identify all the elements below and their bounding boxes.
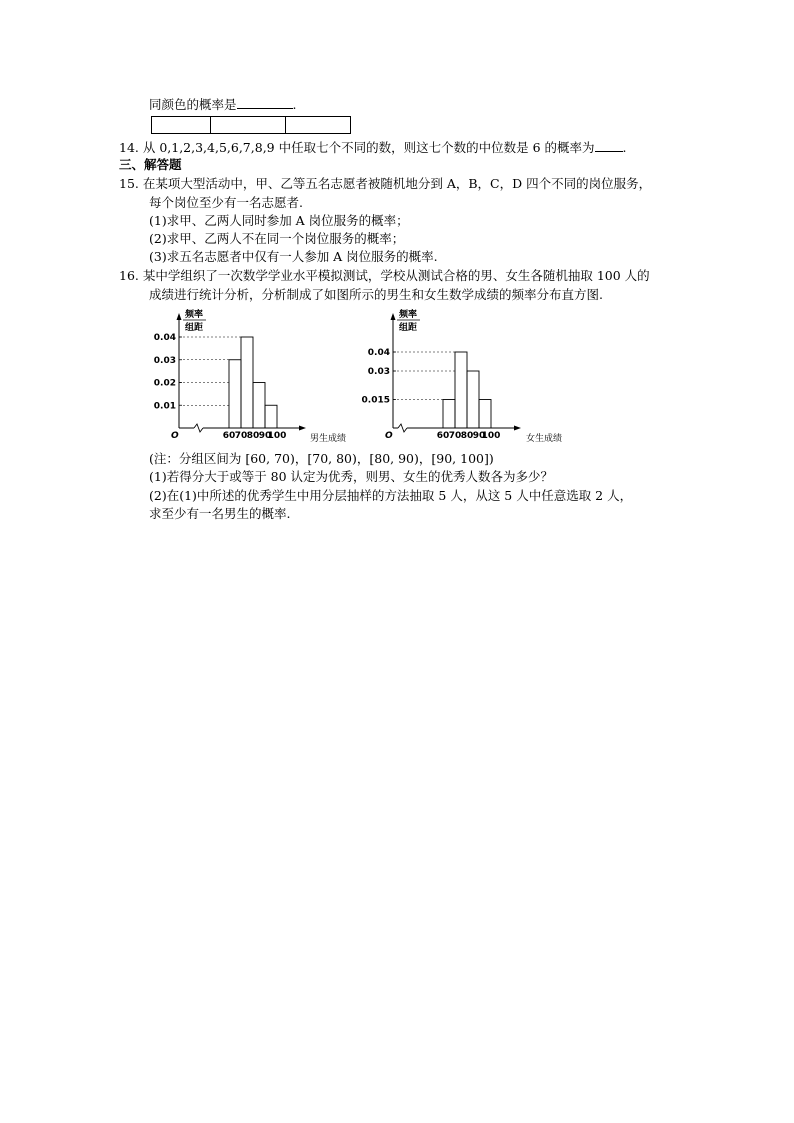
- q13-text: 同颜色的概率是: [149, 97, 237, 112]
- x-axis-break: [398, 424, 407, 432]
- q13-answer-blank[interactable]: [237, 96, 293, 109]
- y-label-top: 频率: [399, 310, 418, 320]
- q13-end: .: [292, 97, 297, 112]
- y-tick-label-0.04: 0.04: [367, 348, 390, 358]
- answer-table-row: [152, 117, 351, 134]
- bar-7080: [455, 352, 467, 428]
- q16-line1: 16. 某中学组织了一次数学学业水平模拟测试，学校从测试合格的男、女生各随机抽取 100 人的: [119, 268, 650, 283]
- y-axis-arrow: [391, 313, 396, 320]
- bar-6070: [443, 400, 455, 429]
- q16-line2: 成绩进行统计分析，分析制成了如图所示的男生和女生数学成绩的频率分布直方图.: [149, 287, 603, 302]
- q14-end: .: [622, 140, 627, 155]
- answer-cell-1[interactable]: [152, 117, 211, 134]
- x-tick-label-100: 100: [267, 431, 287, 441]
- q14-text: 14. 从 0,1,2,3,4,5,6,7,8,9 中任取七个不同的数，则这七个数的中位数是 6 的概率为: [119, 140, 595, 155]
- y-tick-label-0.04: 0.04: [153, 333, 176, 343]
- x-tick-label-90: 90: [472, 431, 486, 441]
- bar-8090: [253, 383, 265, 429]
- y-tick-label-0.01: 0.01: [153, 401, 176, 412]
- q14: [119, 139, 626, 156]
- origin-label: O: [385, 431, 393, 441]
- y-label-bottom: 组距: [185, 323, 204, 333]
- x-axis-label: 男生成绩: [310, 434, 347, 444]
- q15-part3: (3)求五名志愿者中仅有一人参加 A 岗位服务的概率.: [149, 249, 438, 264]
- q15-part1: (1)求甲、乙两人同时参加 A 岗位服务的概率；: [149, 213, 409, 228]
- y-axis-arrow: [177, 313, 182, 320]
- x-tick-label-80: 80: [460, 431, 474, 441]
- origin-label: O: [171, 431, 179, 441]
- q15-part2: (2)求甲、乙两人不在同一个岗位服务的概率；: [149, 231, 405, 246]
- histogram-female: [361, 305, 617, 450]
- q15-line2: 每个岗位至少有一名志愿者.: [149, 195, 303, 210]
- y-label-bottom: 组距: [399, 323, 418, 333]
- bar-90100: [265, 405, 277, 428]
- q16-part1: (1)若得分大于或等于 80 认定为优秀，则男、女生的优秀人数各为多少？: [149, 469, 554, 484]
- x-axis-arrow: [299, 426, 306, 431]
- bar-8090: [467, 371, 479, 428]
- y-tick-label-0.02: 0.02: [153, 378, 176, 389]
- y-tick-label-0.03: 0.03: [367, 367, 390, 377]
- y-tick-label-0.03: 0.03: [153, 355, 176, 366]
- answer-cell-3[interactable]: [286, 117, 351, 134]
- q16-part2-line1: (2)在(1)中所述的优秀学生中用分层抽样的方法抽取 5 人，从这 5 人中任意选取 2 人，: [149, 488, 633, 503]
- q13-tail: [149, 96, 297, 113]
- x-tick-label-60: 60: [436, 431, 450, 441]
- x-tick-label-60: 60: [222, 431, 236, 441]
- y-label-top: 频率: [185, 310, 204, 320]
- x-axis-break: [194, 424, 203, 432]
- x-tick-label-80: 80: [246, 431, 260, 441]
- q16-part2-line2: 求至少有一名男生的概率.: [149, 506, 291, 521]
- bar-90100: [479, 400, 491, 429]
- answer-cell-2[interactable]: [211, 117, 286, 134]
- bar-7080: [241, 337, 253, 428]
- x-tick-label-100: 100: [481, 431, 501, 441]
- y-tick-label-0.015: 0.015: [361, 395, 390, 406]
- answer-table: [151, 116, 351, 134]
- bar-6070: [229, 360, 241, 428]
- x-tick-label-90: 90: [258, 431, 272, 441]
- q15-line1: 15. 在某项大型活动中，甲、乙等五名志愿者被随机地分到 A，B，C，D 四个不同的岗位服务，: [119, 176, 652, 191]
- q14-answer-blank[interactable]: [595, 139, 623, 152]
- x-axis-label: 女生成绩: [526, 434, 563, 444]
- x-axis-arrow: [514, 426, 521, 431]
- x-tick-label-70: 70: [234, 431, 248, 441]
- section-title: 三、解答题: [119, 157, 182, 172]
- x-tick-label-70: 70: [448, 431, 462, 441]
- q16-note: (注：分组区间为 [60, 70)，[70, 80)，[80, 90)，[90, 100]): [149, 451, 494, 466]
